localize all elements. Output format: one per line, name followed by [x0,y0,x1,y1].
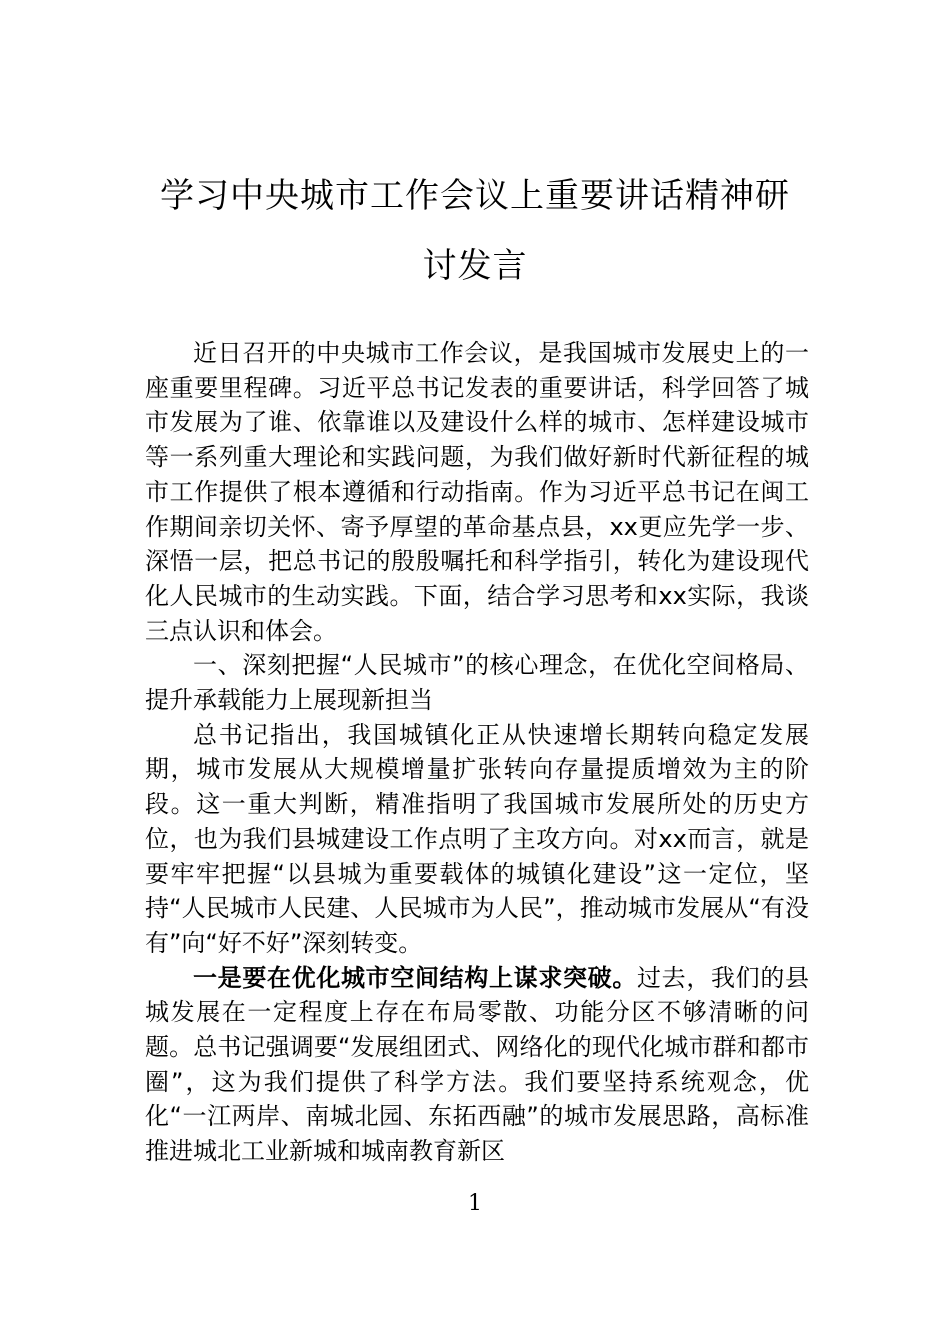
paragraph-point-one [145,961,809,1169]
point-one-lead: 一是要在优化城市空间结构上谋求突破。 [193,963,637,992]
page-number: 1 [468,1191,482,1216]
document-title-line-2: 讨发言 [422,246,528,286]
section-heading-one: 一、深刻把握“人民城市”的核心理念，在优化空间格局、提升承载能力上展现新担当 [145,651,809,715]
point-one-text: 过去，我们的县城发展在一定程度上存在布局零散、功能分区不够清晰的问题。总书记强调要“发展组团式、网络化的现代化城市群和都市圈”，这为我们提供了科学方法。我们要坚持系统观念，优化“一江两岸、南城北园、东拓西融”的城市发展思路，高标准推进城北工业新城和城南教育新区 [145,963,809,1166]
document-body [145,336,809,1169]
paragraph-introduction: 近日召开的中央城市工作会议，是我国城市发展史上的一座重要里程碑。习近平总书记发表的重要讲话，科学回答了城市发展为了谁、依靠谁以及建设什么样的城市、怎样建设城市等一系列重大理论和实践问题，为我们做好新时代新征程的城市工作提供了根本遵循和行动指南。作为习近平总书记在闽工作期间亲切关怀、寄予厚望的革命基点县，xx更应先学一步、深悟一层，把总书记的殷殷嘱托和科学指引，转化为建设现代化人民城市的生动实践。下面，结合学习思考和xx实际，我谈三点认识和体会。 [145,339,809,645]
document-title-line-1: 学习中央城市工作会议上重要讲话精神研 [160,176,790,216]
paragraph-section-one: 总书记指出，我国城镇化正从快速增长期转向稳定发展期，城市发展从大规模增量扩张转向存量提质增效为主的阶段。这一重大判断，精准指明了我国城市发展所处的历史方位，也为我们县城建设工作点明了主攻方向。对xx而言，就是要牢牢把握“以县城为重要载体的城镇化建设”这一定位，坚持“人民城市人民建、人民城市为人民”，推动城市发展从“有没有”向“好不好”深刻转变。 [145,720,809,957]
